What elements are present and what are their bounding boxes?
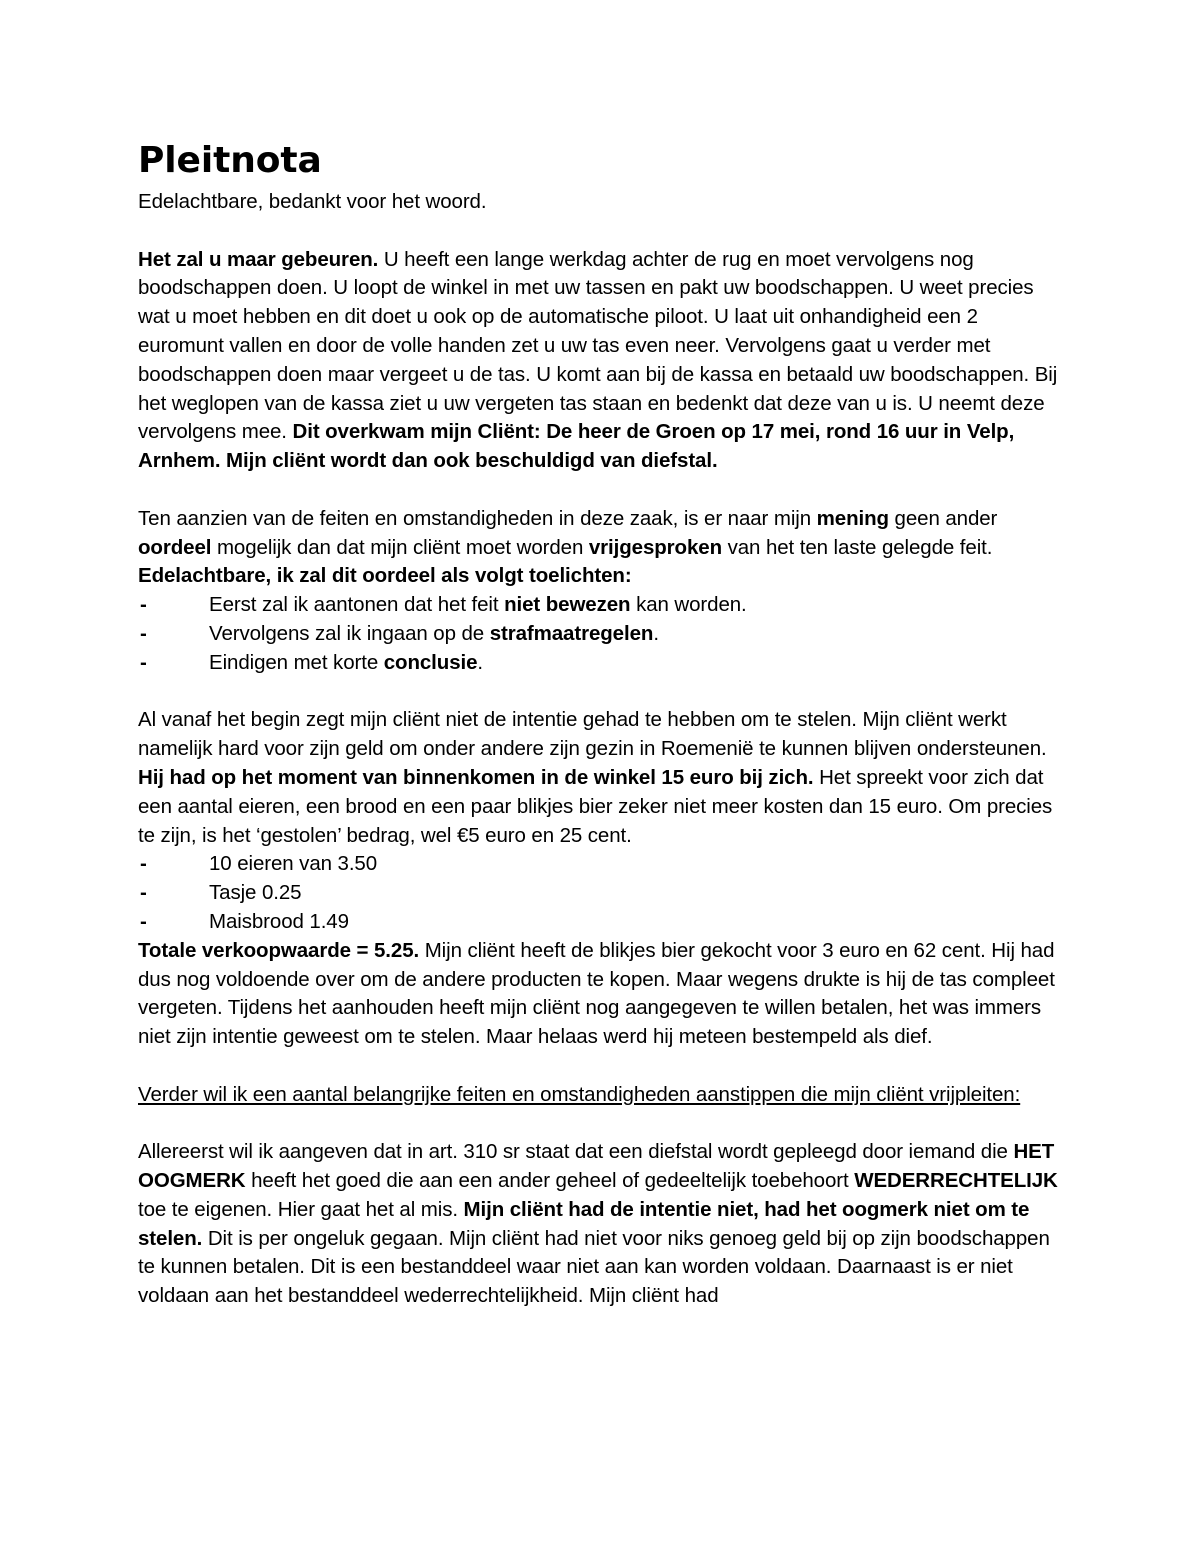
- body-text: Eerst zal ik aantonen dat het feit: [209, 593, 505, 617]
- body-text: 10 eieren van 3.50: [209, 852, 378, 876]
- body-text: Allereerst wil ik aangeven dat in art. 310 sr staat dat een diefstal wordt gepleegd door iemand die: [138, 1140, 1014, 1164]
- body-text: Dit is per ongeluk gegaan. Mijn cliënt had niet voor niks genoeg geld bij op zijn boodschappen te kunnen betalen. Dit is een bestanddeel waar niet aan kan worden voldaan. Daarnaast is er niet voldaan aan het bestanddeel wederrechtelijkheid. Mijn cliënt had: [138, 1226, 1050, 1308]
- document-page: [138, 138, 1068, 1311]
- outline-list: [138, 591, 1068, 677]
- body-text: .: [477, 650, 484, 674]
- list-item: [138, 850, 1068, 879]
- list-dash: -: [140, 650, 147, 674]
- body-text: Mijn cliënt heeft de blikjes bier gekocht voor 3 euro en 62 cent. Hij had dus nog voldoende over om de andere producten te kopen. Maar wegens drukte is hij de tas compleet vergeten. Tijdens het aanhouden heeft mijn cliënt nog aangegeven te willen betalen, het was immers niet zijn intentie geweest om te stelen. Maar helaas werd hij meteen bestempeld als dief.: [138, 938, 1055, 1049]
- bold-text: Het zal u maar gebeuren.: [138, 247, 379, 271]
- list-item: [138, 879, 1068, 908]
- list-item: [138, 908, 1068, 937]
- list-dash: -: [140, 852, 147, 876]
- bold-text: Totale verkoopwaarde = 5.25.: [138, 938, 420, 962]
- intro-line: Edelachtbare, bedankt voor het woord.: [138, 190, 487, 213]
- list-item: [138, 591, 1068, 620]
- body-text: mogelijk dan dat mijn cliënt moet worden: [211, 535, 589, 559]
- bold-text: Hij had op het moment van binnenkomen in de winkel 15 euro bij zich.: [138, 765, 814, 789]
- list-item: [138, 649, 1068, 678]
- bold-text: strafmaatregelen: [489, 621, 654, 645]
- body-text: U heeft een lange werkdag achter de rug en moet vervolgens nog boodschappen doen. U loopt de winkel in met uw tassen en pakt uw boodschappen. U weet precies wat u moet hebben en dit doet u ook op de automatische piloot. U laat uit onhandigheid een 2 euromunt vallen en door de volle handen zet u uw tas even neer. Vervolgens gaat u verder met boodschappen doen maar vergeet u de tas. U komt aan bij de kassa en betaald uw boodschappen. Bij het weglopen van de kassa ziet u uw vergeten tas staan en bedenkt dat deze van u is. U neemt deze vervolgens mee.: [138, 247, 1058, 444]
- body-text: Al vanaf het begin zegt mijn cliënt niet de intentie gehad te hebben om te stelen. Mijn cliënt werkt namelijk hard voor zijn geld om onder andere zijn gezin in Roemenië te kunnen blijven ondersteunen.: [138, 708, 1047, 761]
- body-text: geen ander: [888, 506, 998, 530]
- items-list: [138, 850, 1068, 936]
- document-title: Pleitnota: [138, 140, 322, 181]
- bold-text: vrijgesproken: [588, 535, 723, 559]
- bold-text: niet bewezen: [504, 593, 631, 617]
- bold-text: HET OOGMERK: [138, 1140, 1055, 1193]
- outline-heading: [138, 562, 1068, 591]
- list-item: [138, 620, 1068, 649]
- bold-text: Mijn cliënt had de intentie niet, had het oogmerk niet om te stelen.: [138, 1197, 1030, 1250]
- paragraph-intent: [138, 706, 1068, 850]
- body-text: van het ten laste gelegde feit.: [722, 535, 993, 559]
- body-text: Eindigen met korte: [209, 650, 384, 674]
- body-text: Maisbrood 1.49: [209, 909, 349, 933]
- bold-text: Edelachtbare, ik zal dit oordeel als volgt toelichten:: [138, 564, 632, 588]
- body-text: Ten aanzien van de feiten en omstandigheden in deze zaak, is er naar mijn: [138, 506, 817, 530]
- body-text: Vervolgens zal ik ingaan op de: [209, 621, 490, 645]
- bold-text: conclusie: [383, 650, 478, 674]
- body-text: heeft het goed die aan een ander geheel of gedeeltelijk toebehoort: [245, 1169, 855, 1193]
- list-dash: -: [140, 593, 147, 617]
- list-dash: -: [140, 621, 147, 645]
- list-dash: -: [140, 881, 147, 905]
- list-dash: -: [140, 909, 147, 933]
- bold-text: mening: [816, 506, 889, 530]
- body-text: Tasje 0.25: [209, 881, 302, 905]
- body-text: .: [653, 621, 659, 645]
- bold-text: Dit overkwam mijn Cliënt: De heer de Groen op 17 mei, rond 16 uur in Velp, Arnhem. Mijn cliënt wordt dan ook beschuldigd van diefstal.: [138, 420, 1015, 473]
- paragraph-scenario: [138, 246, 1068, 476]
- body-text: Het spreekt voor zich dat een aantal eieren, een brood en een paar blikjes bier zeker niet meer kosten dan 15 euro. Om precies te zijn, is het ‘gestolen’ bedrag, wel €5 euro en 25 cent.: [138, 765, 1053, 847]
- paragraph-position: [138, 505, 1068, 563]
- bold-text: oordeel: [138, 535, 212, 559]
- paragraph-total: [138, 937, 1068, 1052]
- body-text: kan worden.: [630, 593, 747, 617]
- bold-text: WEDERRECHTELIJK: [854, 1169, 1058, 1193]
- body-text: toe te eigenen. Hier gaat het al mis.: [138, 1197, 464, 1221]
- underlined-heading: Verder wil ik een aantal belangrijke feiten en omstandigheden aanstippen die mijn cliënt vrijpleiten:: [138, 1082, 1021, 1106]
- paragraph-legal: [138, 1138, 1068, 1311]
